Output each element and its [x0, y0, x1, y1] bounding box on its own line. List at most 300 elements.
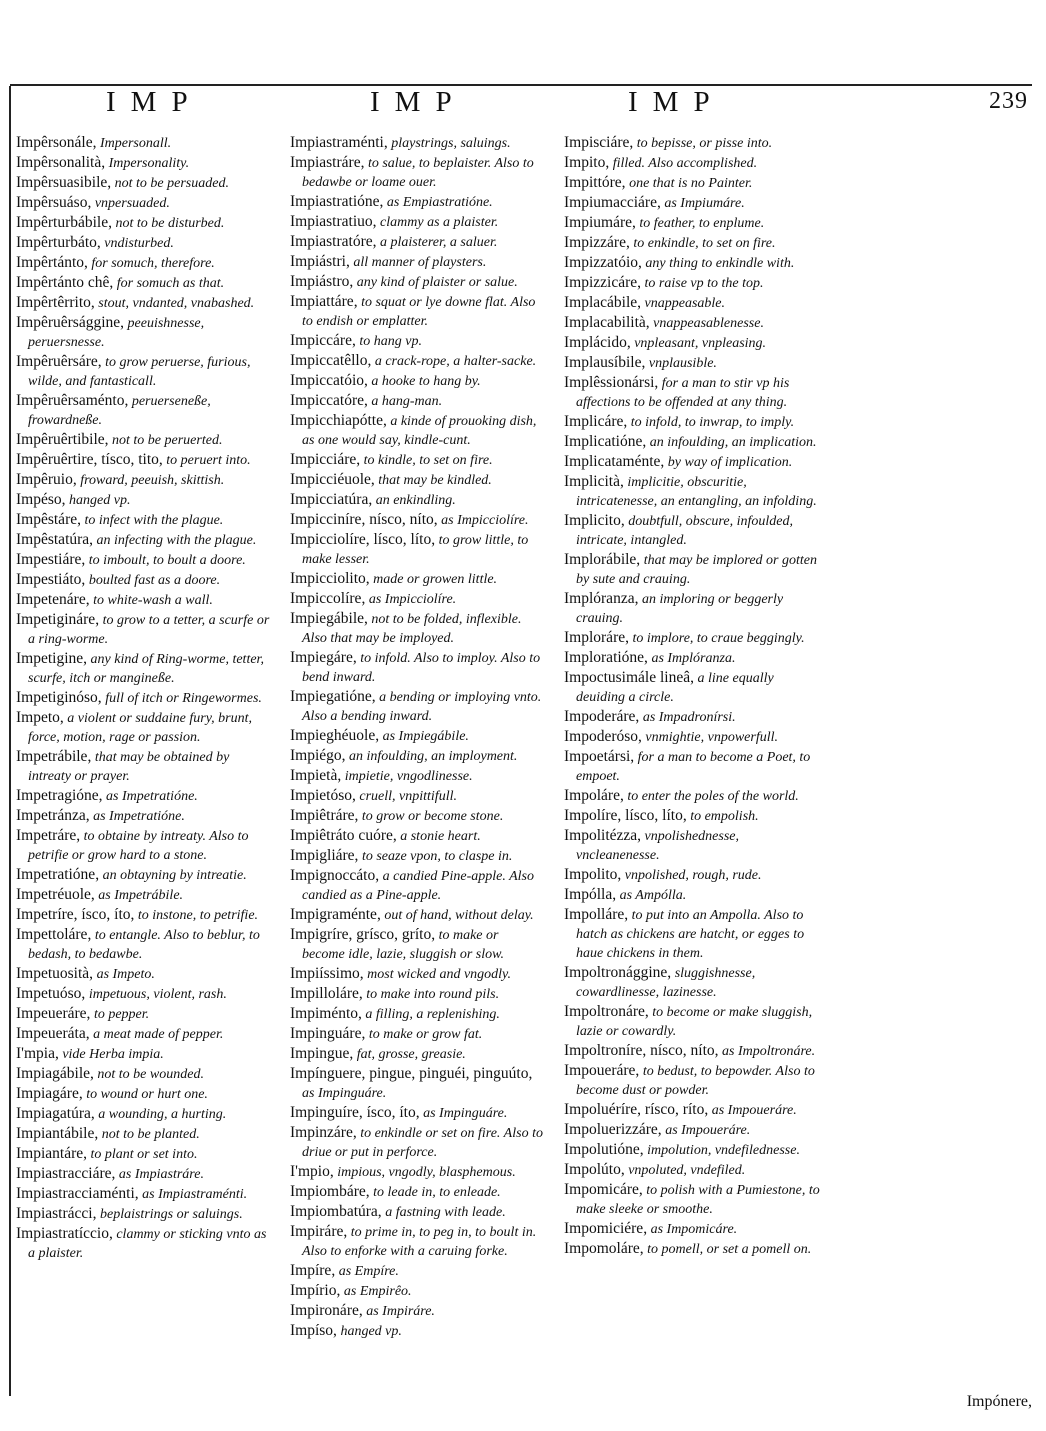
- definition: as Impomicáre.: [647, 1222, 738, 1237]
- headword: Impiccáre,: [290, 332, 356, 349]
- dictionary-entry: [16, 1165, 272, 1184]
- headword: Implorábile,: [564, 551, 641, 568]
- definition: to make into round pils.: [362, 987, 500, 1002]
- headword: Impittóre,: [564, 174, 626, 191]
- dictionary-entry: [290, 688, 544, 726]
- definition: to wound or hurt one.: [82, 1087, 208, 1102]
- dictionary-entry: [290, 767, 544, 786]
- definition: a filling, a replenishing.: [361, 1007, 500, 1022]
- headword: Impiastrácci,: [16, 1205, 97, 1222]
- dictionary-entry: [290, 471, 544, 490]
- headword: Impiástri,: [290, 253, 350, 270]
- headword: Impêruêrsaménto,: [16, 392, 129, 409]
- dictionary-entry: [16, 807, 272, 826]
- definition: not to be disturbed.: [111, 216, 225, 231]
- headword: Impiantábile,: [16, 1125, 99, 1142]
- headword: Implicatióne,: [564, 433, 647, 450]
- headword: Impiastraménti,: [290, 134, 388, 151]
- definition: as Ampólla.: [616, 888, 687, 903]
- definition: an obtayning by intreatie.: [99, 868, 247, 883]
- dictionary-entry: [16, 314, 272, 352]
- definition: beplaistrings or saluings.: [96, 1207, 243, 1222]
- definition: not to be wounded.: [93, 1067, 204, 1082]
- headword: Impiástro,: [290, 273, 354, 290]
- definition: as Impoueráre.: [708, 1103, 797, 1118]
- headword: Impetránza,: [16, 807, 90, 824]
- dictionary-entry: [16, 866, 272, 885]
- headword: Impêrtánto chê,: [16, 274, 114, 291]
- dictionary-entry: [290, 1322, 544, 1341]
- headword: Impéso,: [16, 491, 66, 508]
- headword: Implicataménte,: [564, 453, 665, 470]
- headword: Impoltroníre, nísco, níto,: [564, 1042, 719, 1059]
- definition: to bedust, to bepowder. Also to become dust or powder.: [576, 1064, 815, 1098]
- headword: Impêruio,: [16, 471, 77, 488]
- headword: Impêrsonalità,: [16, 154, 106, 171]
- dictionary-entry: [16, 985, 272, 1004]
- definition: vnappeasablenesse.: [649, 316, 764, 331]
- dictionary-entry: [16, 174, 272, 193]
- dictionary-entry: [290, 1045, 544, 1064]
- definition: vnpleasant, vnpleasing.: [630, 336, 767, 351]
- dictionary-entry: [564, 827, 826, 865]
- page-number: 239: [989, 88, 1028, 114]
- headword: Impoderóso,: [564, 728, 642, 745]
- dictionary-entry: [16, 1225, 272, 1263]
- dictionary-entry: [290, 352, 544, 371]
- definition: to grow to a tetter, a scurfe or a ring-worme.: [28, 613, 270, 647]
- dictionary-entry: [290, 372, 544, 391]
- dictionary-entry: [16, 451, 272, 470]
- headword: Impíre,: [290, 1262, 336, 1279]
- definition: that may be obtained by intreaty or prayer.: [28, 750, 230, 784]
- dictionary-entry: [564, 453, 826, 472]
- headword: Impêrsuáso,: [16, 194, 92, 211]
- dictionary-entry: [16, 1145, 272, 1164]
- dictionary-entry: [564, 964, 826, 1002]
- dictionary-entry: [564, 728, 826, 747]
- dictionary-entry: [16, 571, 272, 590]
- dictionary-entry: [290, 332, 544, 351]
- dictionary-entry: [16, 531, 272, 550]
- headword: Impiccatêllo,: [290, 352, 372, 369]
- dictionary-entry: [16, 392, 272, 430]
- definition: impolution, vndefilednesse.: [643, 1143, 800, 1158]
- headword: Impinzáre,: [290, 1124, 357, 1141]
- definition: as Impinguáre.: [419, 1106, 508, 1121]
- headword: Impiêtráto cuóre,: [290, 827, 397, 844]
- headword: Impolláre,: [564, 906, 629, 923]
- dictionary-entry: [290, 1124, 544, 1162]
- definition: as Implóranza.: [647, 651, 736, 666]
- headword: Impêrtêrrito,: [16, 294, 95, 311]
- dictionary-entry: [16, 748, 272, 786]
- definition: hanged vp.: [65, 493, 131, 508]
- dictionary-entry: [564, 154, 826, 173]
- dictionary-entry: [564, 708, 826, 727]
- headword: Impinguíre, ísco, íto,: [290, 1104, 420, 1121]
- headword: Impiastracciaménti,: [16, 1185, 139, 1202]
- definition: impietie, vngodlinesse.: [341, 769, 473, 784]
- dictionary-entry: [564, 807, 826, 826]
- definition: froward, peeuish, skittish.: [76, 473, 225, 488]
- definition: an enkindling.: [372, 493, 456, 508]
- definition: as Empiastratióne.: [383, 195, 493, 210]
- dictionary-entry: [290, 1203, 544, 1222]
- definition: vnplausible.: [645, 356, 717, 371]
- definition: vndisturbed.: [100, 236, 174, 251]
- dictionary-entry: [564, 1101, 826, 1120]
- dictionary-entry: [564, 886, 826, 905]
- definition: as Impetrábile.: [94, 888, 184, 903]
- headword: Impietà,: [290, 767, 342, 784]
- definition: for somuch, therefore.: [87, 256, 215, 271]
- dictionary-entry: [564, 334, 826, 353]
- dictionary-entry: [290, 392, 544, 411]
- left-margin-rule: [9, 86, 11, 1396]
- definition: as Impetratióne.: [89, 809, 185, 824]
- definition: a bending or imploying vnto. Also a bending inward.: [302, 690, 542, 724]
- dictionary-entry: [564, 134, 826, 153]
- dictionary-entry: [290, 807, 544, 826]
- definition: a violent or suddaine fury, brunt, force, motion, rage or passion.: [28, 711, 252, 745]
- dictionary-entry: [290, 213, 544, 232]
- dictionary-entry: [564, 413, 826, 432]
- dictionary-entry: [290, 906, 544, 925]
- definition: to squat or lye downe flat. Also to endish or emplatter.: [302, 295, 536, 329]
- definition: to feather, to enplume.: [635, 216, 765, 231]
- dictionary-entry: [16, 787, 272, 806]
- definition: to infold, to inwrap, to imply.: [627, 415, 795, 430]
- definition: a kinde of prouoking dish, as one would say, kindle-cunt.: [302, 414, 537, 448]
- headword: Impignoccáto,: [290, 867, 380, 884]
- headword: Impiastracciáre,: [16, 1165, 116, 1182]
- definition: doubtfull, obscure, infoulded, intricate, intangled.: [576, 514, 793, 548]
- dictionary-entry: [290, 747, 544, 766]
- headword: Impetigine,: [16, 650, 88, 667]
- definition: to bepisse, or pisse into.: [633, 136, 773, 151]
- definition: that may be implored or gotten by sute and crauing.: [576, 553, 817, 587]
- headword: Impiegáre,: [290, 649, 357, 666]
- headword: Impolutióne,: [564, 1141, 644, 1158]
- dictionary-entry: [564, 512, 826, 550]
- dictionary-entry: [290, 1025, 544, 1044]
- headword: Impiménto,: [290, 1005, 362, 1022]
- definition: filled. Also accomplished.: [609, 156, 758, 171]
- headword: Impicciéuole,: [290, 471, 375, 488]
- definition: to hang vp.: [355, 334, 422, 349]
- definition: impetuous, violent, rash.: [85, 987, 227, 1002]
- definition: vnappeasable.: [641, 296, 726, 311]
- headword: Impiégo,: [290, 747, 346, 764]
- definition: clammy or sticking vnto as a plaister.: [28, 1227, 267, 1261]
- definition: for a man to become a Poet, to empoet.: [576, 750, 811, 784]
- headword: Impetrábile,: [16, 748, 92, 765]
- definition: as Impiráre.: [362, 1304, 435, 1319]
- definition: as Impiegábile.: [379, 729, 469, 744]
- definition: to empolish.: [686, 809, 759, 824]
- definition: by way of implication.: [664, 455, 793, 470]
- headword: Impietóso,: [290, 787, 356, 804]
- headword: Impêruêrtire, tísco, tito,: [16, 451, 163, 468]
- headword: Imploratióne,: [564, 649, 648, 666]
- dictionary-entry: [16, 591, 272, 610]
- headword: Impolito,: [564, 866, 622, 883]
- headword: Impeto,: [16, 709, 64, 726]
- definition: as Impiastraménti.: [138, 1187, 248, 1202]
- headword: Impêrtánto,: [16, 254, 88, 271]
- definition: as Impinguáre.: [302, 1086, 387, 1101]
- dictionary-entry: [290, 1005, 544, 1024]
- headword: I'mpia,: [16, 1045, 59, 1062]
- definition: to enter the poles of the world.: [623, 789, 799, 804]
- catchword: Impónere,: [966, 1393, 1032, 1410]
- headword: Implêssionársi,: [564, 374, 659, 391]
- headword: Impolíre, lísco, líto,: [564, 807, 687, 824]
- headword: Impomoláre,: [564, 1240, 644, 1257]
- definition: any thing to enkindle with.: [641, 256, 795, 271]
- definition: sluggishnesse, cowardlinesse, lazinesse.: [576, 966, 756, 1000]
- headword: Impigríre, grísco, gríto,: [290, 926, 436, 943]
- definition: hanged vp.: [336, 1324, 402, 1339]
- headword: Impoluéríre, rísco, ríto,: [564, 1101, 709, 1118]
- headword: Impicciatúra,: [290, 491, 373, 508]
- definition: any kind of Ring-worme, tetter, scurfe, itch or mangineße.: [28, 652, 264, 686]
- definition: as Empíre.: [335, 1264, 399, 1279]
- definition: to enkindle or set on fire. Also to driue or put in perforce.: [302, 1126, 543, 1160]
- dictionary-entry: [290, 926, 544, 964]
- headword: I'mpio,: [290, 1163, 334, 1180]
- dictionary-entry: [16, 611, 272, 649]
- headword: Impiumacciáre,: [564, 194, 661, 211]
- headword: Impêstatúra,: [16, 531, 94, 548]
- definition: peeuishnesse, peruersnesse.: [28, 316, 205, 350]
- dictionary-entry: [290, 1282, 544, 1301]
- headword: Implicito,: [564, 512, 625, 529]
- dictionary-entry: [290, 867, 544, 905]
- dictionary-entry: [16, 234, 272, 253]
- column-3: [564, 134, 826, 1260]
- dictionary-entry: [290, 1163, 544, 1182]
- dictionary-entry: [16, 551, 272, 570]
- dictionary-entry: [290, 293, 544, 331]
- headword: Impiumáre,: [564, 214, 636, 231]
- definition: as Impadronírsi.: [639, 710, 736, 725]
- definition: a meat made of pepper.: [89, 1027, 224, 1042]
- definition: out of hand, without delay.: [380, 908, 534, 923]
- dictionary-entry: [564, 1141, 826, 1160]
- dictionary-entry: [290, 827, 544, 846]
- dictionary-entry: [290, 1183, 544, 1202]
- definition: as Impoltronáre.: [718, 1044, 816, 1059]
- headword: Impiagábile,: [16, 1065, 94, 1082]
- headword: Impetréuole,: [16, 886, 95, 903]
- headword: Impêstáre,: [16, 511, 81, 528]
- dictionary-entry: [16, 353, 272, 391]
- headword: Impoueráre,: [564, 1062, 640, 1079]
- headword: Impomiciére,: [564, 1220, 648, 1237]
- dictionary-entry: [16, 134, 272, 153]
- definition: a candied Pine-apple. Also candied as a Pine-apple.: [302, 869, 534, 903]
- dictionary-entry: [290, 511, 544, 530]
- dictionary-entry: [564, 1042, 826, 1061]
- definition: fat, grosse, greasie.: [353, 1047, 466, 1062]
- headword: Impiráre,: [290, 1223, 348, 1240]
- headword: Impizzáre,: [564, 234, 630, 251]
- headword: Impetuosità,: [16, 965, 94, 982]
- definition: to seaze vpon, to claspe in.: [358, 849, 513, 864]
- headword: Impicciáre,: [290, 451, 361, 468]
- headword: Impiêtráre,: [290, 807, 359, 824]
- headword: Impiastratióne,: [290, 193, 384, 210]
- dictionary-entry: [564, 473, 826, 511]
- definition: playstrings, saluings.: [387, 136, 511, 151]
- definition: full of itch or Ringewormes.: [101, 691, 262, 706]
- headword: Impieghéuole,: [290, 727, 380, 744]
- definition: to leade in, to enleade.: [369, 1185, 501, 1200]
- definition: to grow little, to make lesser.: [302, 533, 529, 567]
- headword: Impêruêrtibile,: [16, 431, 109, 448]
- definition: as Impeto.: [93, 967, 155, 982]
- headword: Impiastráre,: [290, 154, 365, 171]
- definition: to enkindle, to set on fire.: [629, 236, 776, 251]
- definition: to raise vp to the top.: [641, 276, 764, 291]
- dictionary-entry: [564, 194, 826, 213]
- definition: not to be folded, inflexible. Also that may be imployed.: [302, 612, 522, 646]
- definition: to grow or become stone.: [358, 809, 504, 824]
- dictionary-entry: [16, 214, 272, 233]
- definition: impious, vngodly, blasphemous.: [333, 1165, 516, 1180]
- definition: to make or grow fat.: [365, 1027, 483, 1042]
- definition: a hooke to hang by.: [367, 374, 481, 389]
- dictionary-entry: [16, 886, 272, 905]
- headword: Impicchiapótte,: [290, 412, 387, 429]
- definition: an imploring or beggerly crauing.: [576, 592, 784, 626]
- definition: Impersonall.: [96, 136, 172, 151]
- definition: most wicked and vngodly.: [363, 967, 512, 982]
- dictionary-entry: [16, 194, 272, 213]
- definition: as Empirêo.: [340, 1284, 412, 1299]
- dictionary-entry: [290, 154, 544, 192]
- dictionary-entry: [290, 451, 544, 470]
- headword: Impolitézza,: [564, 827, 642, 844]
- dictionary-entry: [290, 1302, 544, 1321]
- dictionary-entry: [564, 214, 826, 233]
- headword: Implicáre,: [564, 413, 628, 430]
- definition: a wounding, a hurting.: [94, 1107, 227, 1122]
- headword: Impiegábile,: [290, 610, 368, 627]
- dictionary-entry: [564, 906, 826, 963]
- dictionary-entry: [290, 1104, 544, 1123]
- headword: Impoderáre,: [564, 708, 640, 725]
- dictionary-entry: [290, 233, 544, 252]
- definition: to polish with a Pumiestone, to make sleeke or smoothe.: [576, 1183, 820, 1217]
- dictionary-entry: [564, 433, 826, 452]
- dictionary-entry: [290, 727, 544, 746]
- dictionary-entry: [290, 273, 544, 292]
- definition: for a man to stir vp his affections to be offended at any thing.: [576, 376, 790, 410]
- headword: Impestiáre,: [16, 551, 86, 568]
- definition: implicitie, obscuritie, intricatenesse, an entangling, an infolding.: [576, 475, 817, 509]
- definition: to obtaine by intreaty. Also to petrifie or grow hard to a stone.: [28, 829, 249, 863]
- definition: a crack-rope, a halter-sacke.: [371, 354, 537, 369]
- dictionary-entry: [290, 649, 544, 687]
- headword: Impetragióne,: [16, 787, 103, 804]
- definition: vnpoluted, vndefiled.: [624, 1163, 746, 1178]
- headword: Impoltronággine,: [564, 964, 672, 981]
- definition: to become or make sluggish, lazie or cowardly.: [576, 1005, 813, 1039]
- definition: a line equally deuiding a circle.: [576, 671, 774, 705]
- headword: Implóranza,: [564, 590, 639, 607]
- headword: Impolúto,: [564, 1161, 625, 1178]
- definition: to white-wash a wall.: [89, 593, 213, 608]
- dictionary-entry: [16, 254, 272, 273]
- dictionary-entry: [16, 709, 272, 747]
- headword: Impoctusimále lineâ,: [564, 669, 694, 686]
- headword: Impiegatióne,: [290, 688, 376, 705]
- dictionary-entry: [16, 827, 272, 865]
- headword: Impoláre,: [564, 787, 624, 804]
- definition: as Impiumáre.: [660, 196, 745, 211]
- headword: Implausíbile,: [564, 354, 646, 371]
- dictionary-entry: [290, 193, 544, 212]
- definition: vide Herba impia.: [58, 1047, 164, 1062]
- dictionary-entry: [290, 965, 544, 984]
- headword: Impêrturbáto,: [16, 234, 101, 251]
- definition: one that is no Painter.: [625, 176, 753, 191]
- headword: Impetríre, ísco, íto,: [16, 906, 135, 923]
- definition: to entangle. Also to beblur, to bedash, to bedawbe.: [28, 928, 260, 962]
- headword: Impicciolíre, lísco, líto,: [290, 531, 436, 548]
- definition: to imboult, to boult a doore.: [85, 553, 246, 568]
- dictionary-entry: [564, 866, 826, 885]
- headword: Impiombáre,: [290, 1183, 370, 1200]
- headword: Impiccatóio,: [290, 372, 368, 389]
- dictionary-entry: [564, 374, 826, 412]
- dictionary-entry: [290, 570, 544, 589]
- headword: Impicciníre, nísco, níto,: [290, 511, 438, 528]
- dictionary-entry: [564, 294, 826, 313]
- dictionary-entry: [564, 1161, 826, 1180]
- dictionary-entry: [290, 1262, 544, 1281]
- headword: Impêrsuasibile,: [16, 174, 112, 191]
- definition: a plaisterer, a saluer.: [376, 235, 498, 250]
- headword: Impoluerizzáre,: [564, 1121, 662, 1138]
- dictionary-entry: [564, 629, 826, 648]
- headword: Impiíssimo,: [290, 965, 364, 982]
- definition: to put into an Ampolla. Also to hatch as chickens are hatcht, or egges to haue chickens in them.: [576, 908, 805, 961]
- dictionary-entry: [564, 1003, 826, 1041]
- dictionary-entry: [290, 985, 544, 1004]
- headword: Impetratióne,: [16, 866, 100, 883]
- headword: Impiagatúra,: [16, 1105, 95, 1122]
- dictionary-entry: [290, 1065, 544, 1103]
- dictionary-entry: [16, 1005, 272, 1024]
- dictionary-entry: [16, 1045, 272, 1064]
- dictionary-entry: [564, 1181, 826, 1219]
- headword: Impiccolíre,: [290, 590, 366, 607]
- headword: Impetiginóso,: [16, 689, 102, 706]
- dictionary-entry: [564, 748, 826, 786]
- definition: a stonie heart.: [396, 829, 481, 844]
- definition: not to be planted.: [98, 1127, 200, 1142]
- dictionary-entry: [16, 1085, 272, 1104]
- dictionary-entry: [290, 253, 544, 272]
- dictionary-entry: [564, 1062, 826, 1100]
- headword: Impingue,: [290, 1045, 354, 1062]
- definition: to peruert into.: [162, 453, 251, 468]
- definition: to infold. Also to imploy. Also to bend inward.: [302, 651, 541, 685]
